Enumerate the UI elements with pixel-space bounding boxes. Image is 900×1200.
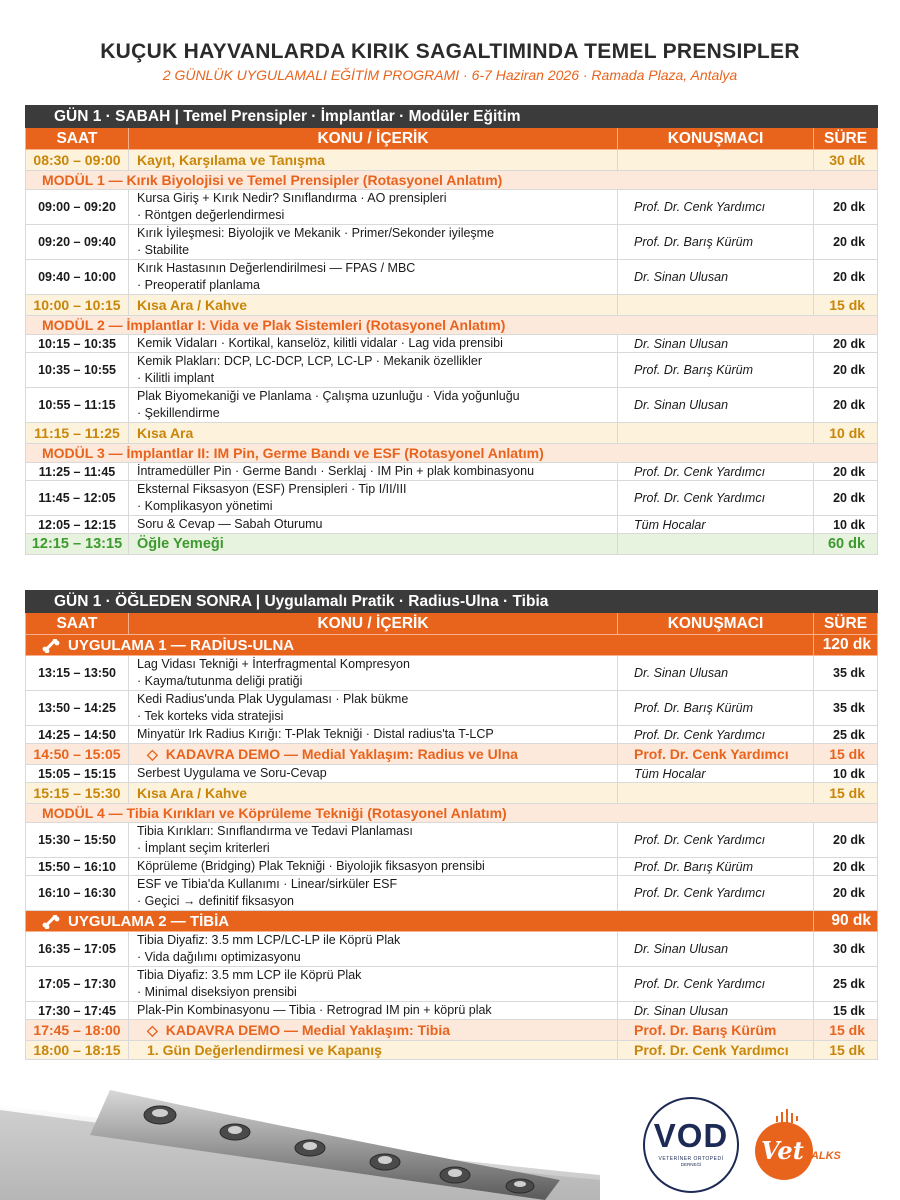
row-topic: Kemik Plakları: DCP, LC-DCP, LCP, LC-LP · Mekanik özellikler · Kilitli implant [129, 353, 618, 388]
row-duration: 25 dk [814, 967, 878, 1002]
schedule-row [26, 388, 878, 423]
row-duration: 20 dk [814, 823, 878, 858]
practical-2-heading [26, 911, 878, 932]
row-time: 17:05 – 17:30 [26, 967, 129, 1002]
row-duration: 10 dk [814, 765, 878, 783]
row-time: 15:50 – 16:10 [26, 858, 129, 876]
schedule-row [26, 967, 878, 1002]
row-speaker: Prof. Dr. Cenk Yardımcı [618, 726, 814, 744]
row-duration: 60 dk [814, 534, 878, 555]
row-speaker: Prof. Dr. Cenk Yardımcı [618, 744, 814, 765]
practical-2-label: UYGULAMA 2 — TİBİA [68, 912, 230, 930]
row-duration: 20 dk [814, 353, 878, 388]
row-topic: Kursa Giriş + Kırık Nedir? Sınıflandırma · AO prensipleri · Röntgen değerlendirmesi [129, 190, 618, 225]
schedule-row [26, 691, 878, 726]
break-row [26, 783, 878, 804]
row-topic: 1. Gün Değerlendirmesi ve Kapanış [129, 1041, 618, 1060]
schedule-row [26, 516, 878, 534]
row-topic: Kırık Hastasının Değerlendirilmesi — FPAS / MBC · Preoperatif planlama [129, 260, 618, 295]
morning-schedule-table [25, 105, 878, 555]
schedule-row [26, 260, 878, 295]
row-duration: 20 dk [814, 335, 878, 353]
column-header-time: SAAT [26, 128, 129, 150]
row-speaker: Dr. Sinan Ulusan [618, 260, 814, 295]
row-topic: Kedi Radius'unda Plak Uygulaması · Plak bükme · Tek korteks vida stratejisi [129, 691, 618, 726]
row-topic: Tibia Diyafiz: 3.5 mm LCP ile Köprü Plak · Minimal diseksiyon prensibi [129, 967, 618, 1002]
row-speaker: Tüm Hocalar [618, 765, 814, 783]
row-speaker [618, 295, 814, 316]
row-duration: 15 dk [814, 1041, 878, 1060]
break-row [26, 295, 878, 316]
schedule-row [26, 353, 878, 388]
row-speaker [618, 534, 814, 555]
row-topic: Lag Vidası Tekniği + İnterfragmental Kompresyon · Kayma/tutunma deliği pratiği [129, 656, 618, 691]
registration-row [26, 150, 878, 171]
row-speaker: Prof. Dr. Barış Kürüm [618, 691, 814, 726]
row-time: 10:15 – 10:35 [26, 335, 129, 353]
row-duration: 30 dk [814, 150, 878, 171]
row-time: 14:25 – 14:50 [26, 726, 129, 744]
row-duration: 15 dk [814, 1002, 878, 1020]
cadaver-demo-row [26, 1020, 878, 1041]
row-speaker [618, 150, 814, 171]
schedule-row [26, 823, 878, 858]
row-topic: Öğle Yemeği [129, 534, 618, 555]
row-time: 10:55 – 11:15 [26, 388, 129, 423]
row-duration: 25 dk [814, 726, 878, 744]
row-time: 13:50 – 14:25 [26, 691, 129, 726]
afternoon-schedule-table [25, 590, 878, 1060]
row-duration: 30 dk [814, 932, 878, 967]
page-title: KUÇUK HAYVANLARDA KIRIK SAGALTIMINDA TEMEL PRENSIPLER [100, 40, 800, 63]
row-topic: ◇ KADAVRA DEMO — Medial Yaklaşım: Radius ve Ulna [129, 744, 618, 765]
row-topic: Kısa Ara / Kahve [129, 783, 618, 804]
row-time: 17:30 – 17:45 [26, 1002, 129, 1020]
row-speaker: Prof. Dr. Cenk Yardımcı [618, 463, 814, 481]
row-time: 11:25 – 11:45 [26, 463, 129, 481]
row-speaker: Prof. Dr. Cenk Yardımcı [618, 481, 814, 516]
row-speaker: Tüm Hocalar [618, 516, 814, 534]
row-speaker: Prof. Dr. Barış Kürüm [618, 858, 814, 876]
row-topic: Eksternal Fiksasyon (ESF) Prensipleri · Tip I/II/III · Komplikasyon yönetimi [129, 481, 618, 516]
row-topic: Kayıt, Karşılama ve Tanışma [129, 150, 618, 171]
schedule-row [26, 656, 878, 691]
diamond-icon: ◇ [147, 745, 158, 762]
row-duration: 15 dk [814, 783, 878, 804]
row-topic: Serbest Uygulama ve Soru-Cevap [129, 765, 618, 783]
row-topic: Köprüleme (Bridging) Plak Tekniği · Biyolojik fiksasyon prensibi [129, 858, 618, 876]
practical-1-duration: 120 dk [814, 635, 878, 656]
row-duration: 20 dk [814, 190, 878, 225]
column-header-topic: KONU / İÇERİK [129, 613, 618, 635]
schedule-row [26, 876, 878, 911]
row-duration: 15 dk [814, 744, 878, 765]
soundwave-icon [773, 1108, 813, 1128]
row-duration: 10 dk [814, 423, 878, 444]
schedule-row [26, 481, 878, 516]
row-duration: 35 dk [814, 656, 878, 691]
schedule-row [26, 932, 878, 967]
module-4-heading: MODÜL 4 — Tibia Kırıkları ve Köprüleme Tekniği (Rotasyonel Anlatım) [26, 804, 878, 823]
module-3-heading: MODÜL 3 — İmplantlar II: IM Pin, Germe Bandı ve ESF (Rotasyonel Anlatım) [26, 444, 878, 463]
row-topic: Tibia Diyafiz: 3.5 mm LCP/LC-LP ile Köprü Plak · Vida dağılımı optimizasyonu [129, 932, 618, 967]
schedule-row [26, 463, 878, 481]
practical-1-label: UYGULAMA 1 — RADİUS-ULNA [68, 636, 295, 654]
row-time: 09:00 – 09:20 [26, 190, 129, 225]
row-time: 10:00 – 10:15 [26, 295, 129, 316]
row-time: 16:35 – 17:05 [26, 932, 129, 967]
column-header-topic: KONU / İÇERİK [129, 128, 618, 150]
row-duration: 20 dk [814, 463, 878, 481]
row-speaker: Dr. Sinan Ulusan [618, 656, 814, 691]
row-duration: 20 dk [814, 858, 878, 876]
row-topic: Plak Biyomekaniği ve Planlama · Çalışma uzunluğu · Vida yoğunluğu · Şekillendirme [129, 388, 618, 423]
bone-icon [42, 639, 60, 653]
page-subtitle: 2 GÜNLÜK UYGULAMALI EĞİTİM PROGRAMI · 6-7 Haziran 2026 · Ramada Plaza, Antalya [162, 67, 738, 83]
practical-2-duration: 90 dk [814, 911, 878, 932]
row-time: 10:35 – 10:55 [26, 353, 129, 388]
schedule-row [26, 765, 878, 783]
row-speaker: Dr. Sinan Ulusan [618, 388, 814, 423]
row-speaker: Dr. Sinan Ulusan [618, 1002, 814, 1020]
row-time: 16:10 – 16:30 [26, 876, 129, 911]
row-duration: 15 dk [814, 295, 878, 316]
row-topic: Kısa Ara / Kahve [129, 295, 618, 316]
column-header-duration: SÜRE [814, 613, 878, 635]
row-time: 15:30 – 15:50 [26, 823, 129, 858]
row-time: 09:40 – 10:00 [26, 260, 129, 295]
vettalks-logo: Vet TALKS [755, 1108, 865, 1188]
row-topic: Kemik Vidaları · Kortikal, kanselöz, kilitli vidalar · Lag vida prensibi [129, 335, 618, 353]
column-header-duration: SÜRE [814, 128, 878, 150]
row-topic: Tibia Kırıkları: Sınıflandırma ve Tedavi Planlaması · İmplant seçim kriterleri [129, 823, 618, 858]
column-header-speaker: KONUŞMACI [618, 128, 814, 150]
row-duration: 10 dk [814, 516, 878, 534]
row-speaker [618, 423, 814, 444]
row-time: 13:15 – 13:50 [26, 656, 129, 691]
row-topic: Kırık İyileşmesi: Biyolojik ve Mekanik · Primer/Sekonder iyileşme · Stabilite [129, 225, 618, 260]
row-time: 09:20 – 09:40 [26, 225, 129, 260]
row-time: 11:45 – 12:05 [26, 481, 129, 516]
row-time: 08:30 – 09:00 [26, 150, 129, 171]
row-speaker [618, 783, 814, 804]
afternoon-section-title: GÜN 1 · ÖĞLEDEN SONRA | Uygulamalı Pratik · Radius-Ulna · Tibia [26, 591, 878, 613]
row-time: 12:15 – 13:15 [26, 534, 129, 555]
row-speaker: Prof. Dr. Cenk Yardımcı [618, 823, 814, 858]
row-topic: İntramedüller Pin · Germe Bandı · Serklaj · IM Pin + plak kombinasyonu [129, 463, 618, 481]
row-duration: 35 dk [814, 691, 878, 726]
closing-row [26, 1041, 878, 1060]
row-speaker: Dr. Sinan Ulusan [618, 932, 814, 967]
row-time: 12:05 – 12:15 [26, 516, 129, 534]
row-topic: ESF ve Tibia'da Kullanımı · Linear/sirküler ESF · Geçici → definitif fiksasyon [129, 876, 618, 911]
schedule-row [26, 726, 878, 744]
module-1-heading: MODÜL 1 — Kırık Biyolojisi ve Temel Prensipler (Rotasyonel Anlatım) [26, 171, 878, 190]
row-topic: Plak-Pin Kombinasyonu — Tibia · Retrograd IM pin + köprü plak [129, 1002, 618, 1020]
row-time: 15:15 – 15:30 [26, 783, 129, 804]
row-duration: 20 dk [814, 225, 878, 260]
row-topic: Minyatür Irk Radius Kırığı: T-Plak Tekniği · Distal radius'ta T-LCP [129, 726, 618, 744]
row-time: 15:05 – 15:15 [26, 765, 129, 783]
column-header-speaker: KONUŞMACI [618, 613, 814, 635]
row-topic: ◇ KADAVRA DEMO — Medial Yaklaşım: Tibia [129, 1020, 618, 1041]
row-topic: Soru & Cevap — Sabah Oturumu [129, 516, 618, 534]
row-speaker: Prof. Dr. Cenk Yardımcı [618, 967, 814, 1002]
vod-logo: VOD VETERİNER ORTOPEDİ DERNEĞİ [643, 1097, 739, 1193]
row-time: 14:50 – 15:05 [26, 744, 129, 765]
schedule-row [26, 225, 878, 260]
practical-1-heading [26, 635, 878, 656]
module-2-heading: MODÜL 2 — İmplantlar I: Vida ve Plak Sistemleri (Rotasyonel Anlatım) [26, 316, 878, 335]
diamond-icon: ◇ [147, 1021, 158, 1038]
row-speaker: Prof. Dr. Cenk Yardımcı [618, 876, 814, 911]
row-speaker: Dr. Sinan Ulusan [618, 335, 814, 353]
row-time: 18:00 – 18:15 [26, 1041, 129, 1060]
schedule-row [26, 335, 878, 353]
row-duration: 20 dk [814, 388, 878, 423]
schedule-row [26, 1002, 878, 1020]
row-speaker: Prof. Dr. Barış Kürüm [618, 225, 814, 260]
row-speaker: Prof. Dr. Cenk Yardımcı [618, 190, 814, 225]
lunch-row [26, 534, 878, 555]
schedule-row [26, 190, 878, 225]
row-duration: 20 dk [814, 481, 878, 516]
row-duration: 15 dk [814, 1020, 878, 1041]
row-time: 17:45 – 18:00 [26, 1020, 129, 1041]
row-duration: 20 dk [814, 876, 878, 911]
row-speaker: Prof. Dr. Cenk Yardımcı [618, 1041, 814, 1060]
row-speaker: Prof. Dr. Barış Kürüm [618, 353, 814, 388]
morning-section-title: GÜN 1 · SABAH | Temel Prensipler · İmplantlar · Modüler Eğitim [26, 106, 878, 128]
row-duration: 20 dk [814, 260, 878, 295]
break-row [26, 423, 878, 444]
row-time: 11:15 – 11:25 [26, 423, 129, 444]
row-speaker: Prof. Dr. Barış Kürüm [618, 1020, 814, 1041]
row-topic: Kısa Ara [129, 423, 618, 444]
bone-icon [42, 915, 60, 929]
cadaver-demo-row [26, 744, 878, 765]
column-header-time: SAAT [26, 613, 129, 635]
schedule-row [26, 858, 878, 876]
